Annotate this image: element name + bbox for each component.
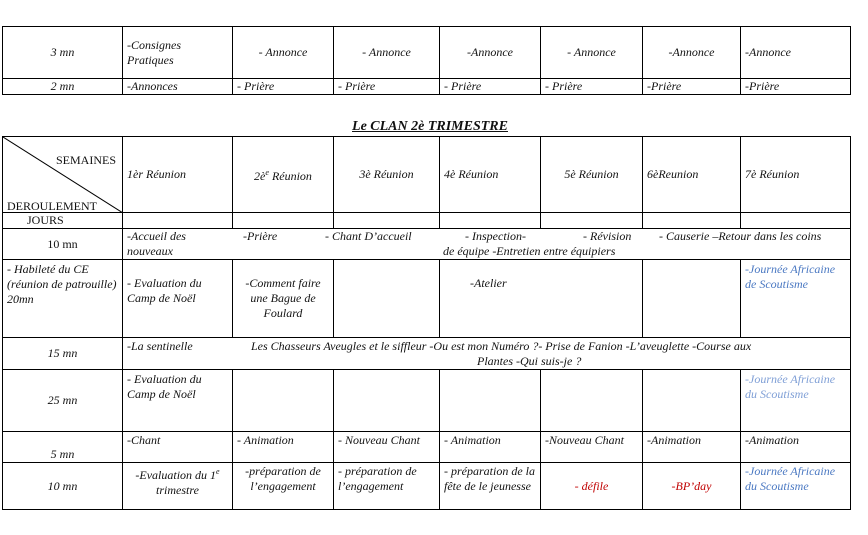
cell: - Annonce [233,27,334,79]
activity-cell: -Comment faire une Bague de Foulard [233,260,334,338]
time-cell: 10 mn [3,463,123,510]
superscript: e [216,467,220,476]
activity-text: trimestre [156,483,199,497]
cell: -Prière [643,79,741,95]
activity-text: de équipe -Entretien entre équipiers [443,244,616,258]
activity-text: -Prière [243,229,278,243]
cell: -Annonces [123,79,233,95]
weeks-label: SEMAINES [55,153,116,167]
cell: - Prière [440,79,541,95]
empty-cell [541,370,643,432]
merged-cell [123,229,851,260]
empty-cell [643,213,741,229]
activity-cell: - défile [541,463,643,510]
activity-text: Plantes -Qui suis-je ? [477,354,582,368]
deroulement-label: DEROULEMENT [7,199,97,213]
table-row [3,338,851,370]
activity-text: -La sentinelle [127,339,193,353]
activity-cell: -Journée Africaine du Scoutisme [741,463,851,510]
table-row [3,370,851,432]
cell: - Prière [334,79,440,95]
activity-cell: -BP’day [643,463,741,510]
cell: - Prière [233,79,334,95]
table-row [3,27,851,79]
time-cell: - Habileté du CE (réunion de patrouille) 20mn [3,260,123,338]
time-cell: 3 mn [3,27,123,79]
time-cell: 15 mn [3,338,123,370]
top-schedule-table [2,26,851,95]
column-header: 6èReunion [643,137,741,213]
table-row [3,432,851,463]
cell: - Annonce [541,27,643,79]
activity-text: Les Chasseurs Aveugles et le siffleur -Ou est mon Numéro ?- Prise de Fanion -L’aveuglette -Course aux [251,339,752,353]
activity-cell: -Animation [741,432,851,463]
trimester-schedule-table [2,136,851,510]
time-cell: 2 mn [3,79,123,95]
cell: -Annonce [440,27,541,79]
activity-text: - Révision [583,229,632,243]
table-row [3,229,851,260]
activity-text: -Accueil des nouveaux [127,229,186,258]
empty-cell [334,260,440,338]
table-row [3,79,851,95]
cell: -Prière [741,79,851,95]
days-row [3,213,851,229]
activity-text: - Causerie –Retour dans les coins [659,229,822,243]
empty-cell [643,260,741,338]
table-row [3,463,851,510]
activity-cell: - Animation [440,432,541,463]
column-header: 1èr Réunion [123,137,233,213]
time-cell: 25 mn [3,370,123,432]
empty-cell [440,370,541,432]
empty-cell [334,213,440,229]
days-label: JOURS [3,213,123,229]
superscript: e [265,168,269,177]
diagonal-header-cell [3,137,123,213]
activity-cell: -Journée Africaine de Scoutisme [741,260,851,338]
empty-cell [123,213,233,229]
activity-cell: -Atelier [440,260,643,338]
activity-cell: - Evaluation du Camp de Noël [123,370,233,432]
empty-cell [741,213,851,229]
header-text: Réunion [268,169,312,183]
empty-cell [440,213,541,229]
activity-cell: -Chant [123,432,233,463]
activity-text: - Inspection- [465,229,526,243]
cell: - Annonce [334,27,440,79]
cell: -Annonce [643,27,741,79]
activity-cell: -Animation [643,432,741,463]
time-cell: 10 mn [3,229,123,260]
activity-text: - Chant D’accueil [325,229,412,243]
activity-cell: - préparation de l’engagement [334,463,440,510]
time-cell: 5 mn [3,432,123,463]
column-header [233,137,334,213]
empty-cell [643,370,741,432]
activity-cell: -Journée Africaine du Scoutisme [741,370,851,432]
header-row [3,137,851,213]
activity-cell: - Nouveau Chant [334,432,440,463]
page-title: Le CLAN 2è TRIMESTRE [352,119,508,134]
cell: - Prière [541,79,643,95]
empty-cell [541,213,643,229]
activity-cell: -préparation de l’engagement [233,463,334,510]
activity-cell: - préparation de la fête de le jeunesse [440,463,541,510]
header-text: 2è [254,169,266,183]
activity-text: -Evaluation du 1 [135,468,217,482]
empty-cell [233,213,334,229]
column-header: 4è Réunion [440,137,541,213]
cell: -Consignes Pratiques [123,27,233,79]
empty-cell [334,370,440,432]
activity-cell: - Animation [233,432,334,463]
column-header: 7è Réunion [741,137,851,213]
activity-cell: - Evaluation du Camp de Noël [123,260,233,338]
column-header: 5è Réunion [541,137,643,213]
table-row [3,260,851,338]
activity-cell: -Nouveau Chant [541,432,643,463]
merged-cell [123,338,851,370]
cell: -Annonce [741,27,851,79]
column-header: 3è Réunion [334,137,440,213]
activity-cell [123,463,233,510]
empty-cell [233,370,334,432]
